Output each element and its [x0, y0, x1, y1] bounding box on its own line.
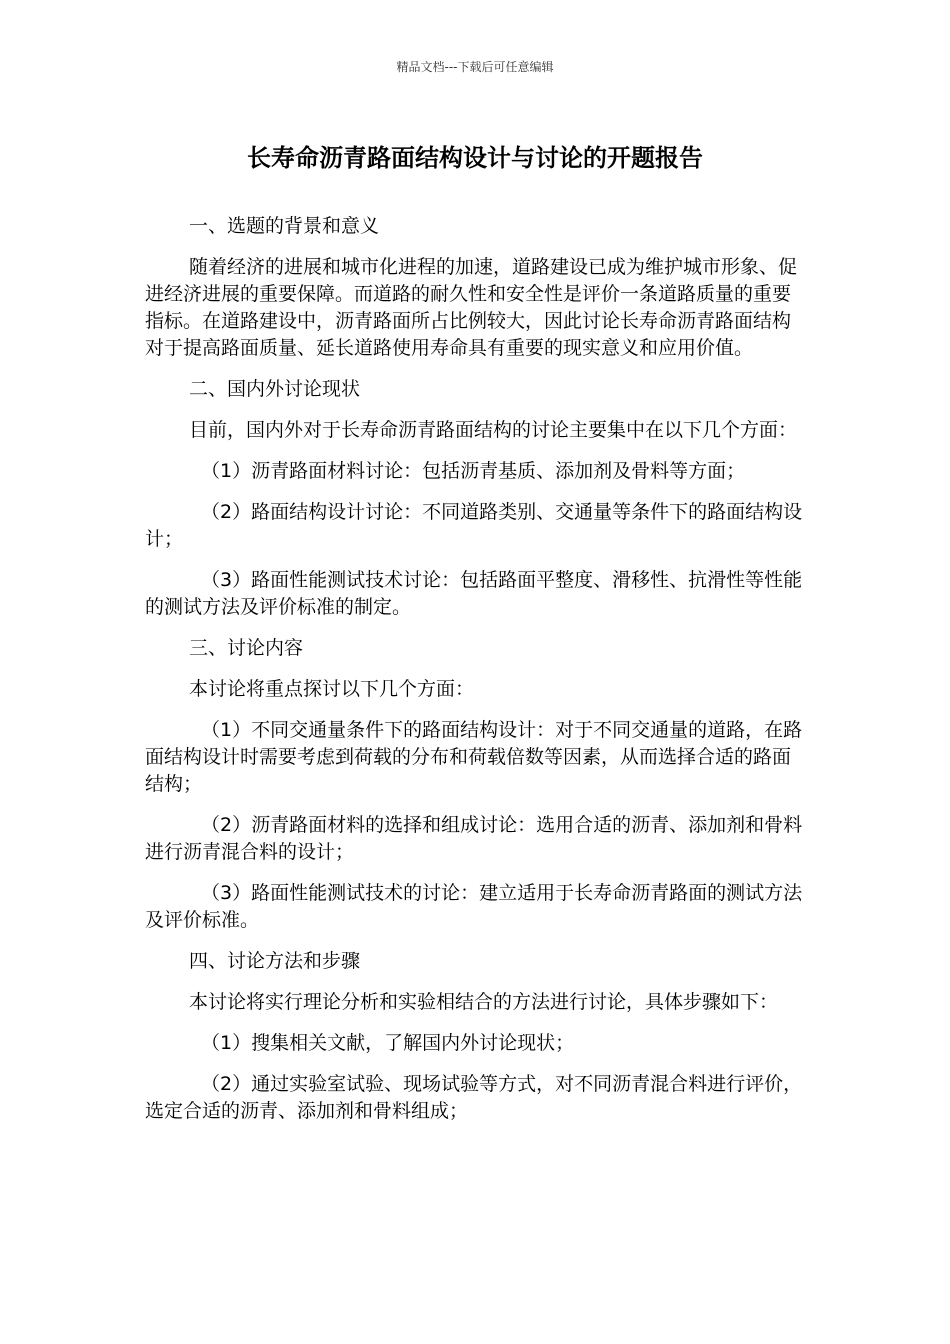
list-item: （3）路面性能测试技术的讨论：建立适用于长寿命沥青路面的测试方法及评价标准。: [145, 882, 803, 931]
list-item: （1）沥青路面材料讨论：包括沥青基质、添加剂及骨料等方面；: [201, 460, 746, 482]
list-item: （2）通过实验室试验、现场试验等方式，对不同沥青混合料进行评价，选定合适的沥青、添加剂和骨料组成；: [145, 1073, 803, 1122]
section-heading: 三、讨论内容: [189, 637, 304, 659]
paragraph: 目前，国内外对于长寿命沥青路面结构的讨论主要集中在以下几个方面：: [189, 419, 798, 441]
section-heading: 一、选题的背景和意义: [189, 215, 380, 237]
paragraph: 本讨论将重点探讨以下几个方面：: [189, 678, 475, 700]
section-heading: 二、国内外讨论现状: [189, 378, 361, 400]
paragraph: 本讨论将实行理论分析和实验相结合的方法进行讨论，具体步骤如下：: [189, 991, 779, 1013]
document-body: [145, 213, 809, 1139]
list-item: （1）不同交通量条件下的路面结构设计：对于不同交通量的道路，在路面结构设计时需要考虑到荷载的分布和荷载倍数等因素，从而选择合适的路面结构；: [145, 719, 803, 795]
header-note: 精品文档---下载后可任意编辑: [396, 60, 554, 74]
paragraph: 随着经济的进展和城市化进程的加速，道路建设已成为维护城市形象、促进经济进展的重要保障。而道路的耐久性和安全性是评价一条道路质量的重要指标。在道路建设中，沥青路面所占比例较大，因此讨论长寿命沥青路面结构对于提高路面质量、延长道路使用寿命具有重要的现实意义和应用价值。: [145, 256, 798, 359]
list-item: （2）路面结构设计讨论：不同道路类别、交通量等条件下的路面结构设计；: [145, 501, 803, 550]
list-item: （2）沥青路面材料的选择和组成讨论：选用合适的沥青、添加剂和骨料进行沥青混合料的设计；: [145, 814, 803, 863]
list-item: （3）路面性能测试技术讨论：包括路面平整度、滑移性、抗滑性等性能的测试方法及评价标准的制定。: [145, 569, 803, 618]
list-item: （1）搜集相关文献，了解国内外讨论现状；: [201, 1032, 575, 1054]
document-title: 长寿命沥青路面结构设计与讨论的开题报告: [247, 144, 703, 172]
section-heading: 四、讨论方法和步骤: [189, 950, 361, 972]
